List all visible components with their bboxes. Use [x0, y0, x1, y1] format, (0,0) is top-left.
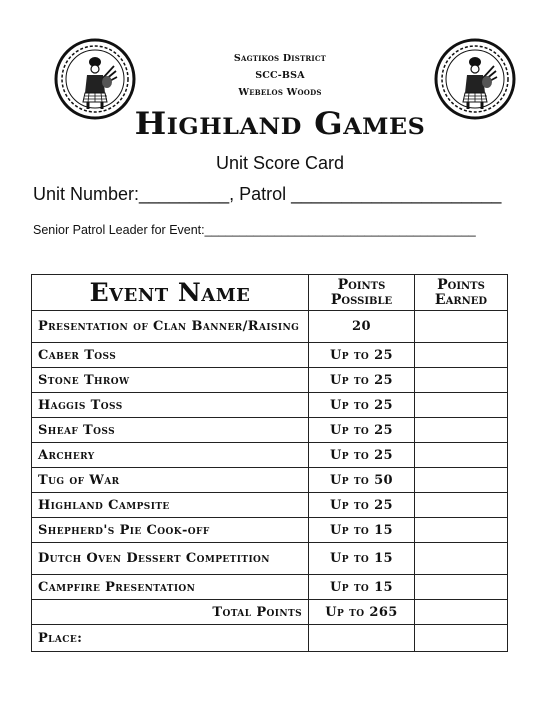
event-cell: Shepherd's Pie Cook-off	[32, 518, 309, 543]
event-cell: Campfire Presentation	[32, 575, 309, 600]
points-earned-cell[interactable]	[415, 393, 508, 418]
total-points-label: Total Points	[32, 600, 309, 625]
points-earned-cell[interactable]	[415, 368, 508, 393]
place-label: Place:	[32, 625, 309, 652]
total-row	[32, 600, 508, 625]
header-points-earned-line2: Earned	[434, 291, 488, 308]
points-earned-cell[interactable]	[415, 343, 508, 368]
points-possible-cell: Up to 25	[309, 343, 415, 368]
points-possible-cell: Up to 15	[309, 518, 415, 543]
points-possible-cell: Up to 25	[309, 393, 415, 418]
senior-patrol-leader-field[interactable]: Senior Patrol Leader for Event:_______________________________________	[33, 223, 476, 237]
points-earned-cell[interactable]	[415, 418, 508, 443]
table-row	[32, 393, 508, 418]
table-row	[32, 418, 508, 443]
points-earned-cell[interactable]	[415, 443, 508, 468]
points-earned-cell[interactable]	[415, 493, 508, 518]
header-event-name: Event Name	[32, 275, 309, 311]
table-row	[32, 575, 508, 600]
points-earned-cell[interactable]	[415, 311, 508, 343]
points-possible-cell: Up to 15	[309, 543, 415, 575]
header-points-earned	[415, 275, 508, 311]
event-cell: Sheaf Toss	[32, 418, 309, 443]
table-row	[32, 543, 508, 575]
table-row	[32, 443, 508, 468]
table-row	[32, 311, 508, 343]
event-cell: Caber Toss	[32, 343, 309, 368]
event-cell: Haggis Toss	[32, 393, 309, 418]
header-points-possible-line2: Possible	[330, 291, 393, 308]
points-earned-cell[interactable]	[415, 518, 508, 543]
points-possible-cell: Up to 50	[309, 468, 415, 493]
points-possible-cell: Up to 25	[309, 493, 415, 518]
event-cell: Stone Throw	[32, 368, 309, 393]
table-row	[32, 468, 508, 493]
page-subtitle: Unit Score Card	[215, 153, 345, 173]
points-earned-cell[interactable]	[415, 543, 508, 575]
points-possible-cell: Up to 25	[309, 418, 415, 443]
header-points-possible-line1: Points	[337, 276, 386, 293]
council-name: SCC-BSA	[255, 70, 305, 81]
page-title: Highland Games	[134, 106, 426, 142]
table-row	[32, 493, 508, 518]
points-possible-cell: Up to 25	[309, 443, 415, 468]
header-points-possible	[309, 275, 415, 311]
header-block	[0, 50, 560, 101]
event-cell: Tug of War	[32, 468, 309, 493]
district-name: Sagtikos District	[233, 53, 327, 64]
event-cell: Highland Campsite	[32, 493, 309, 518]
table-row	[32, 343, 508, 368]
points-possible-cell: Up to 25	[309, 368, 415, 393]
event-cell: Archery	[32, 443, 309, 468]
header-points-earned-line1: Points	[437, 276, 485, 293]
event-cell: Presentation of Clan Banner/Raising	[32, 311, 309, 343]
points-earned-cell[interactable]	[415, 575, 508, 600]
table-row	[32, 518, 508, 543]
event-cell: Dutch Oven Dessert Competition	[32, 543, 309, 575]
place-earned-cell[interactable]	[415, 625, 508, 652]
points-earned-cell[interactable]	[415, 468, 508, 493]
points-possible-cell: 20	[309, 311, 415, 343]
total-points-possible-cell: Up to 265	[309, 600, 415, 625]
place-row	[32, 625, 508, 652]
unit-number-patrol-field[interactable]: Unit Number:_________, Patrol _____________________	[33, 184, 502, 204]
score-table	[31, 274, 508, 652]
total-points-earned-cell[interactable]	[415, 600, 508, 625]
table-row	[32, 368, 508, 393]
place-possible-cell[interactable]	[309, 625, 415, 652]
points-possible-cell: Up to 15	[309, 575, 415, 600]
table-header-row	[32, 275, 508, 311]
event-name: Webelos Woods	[238, 87, 322, 98]
